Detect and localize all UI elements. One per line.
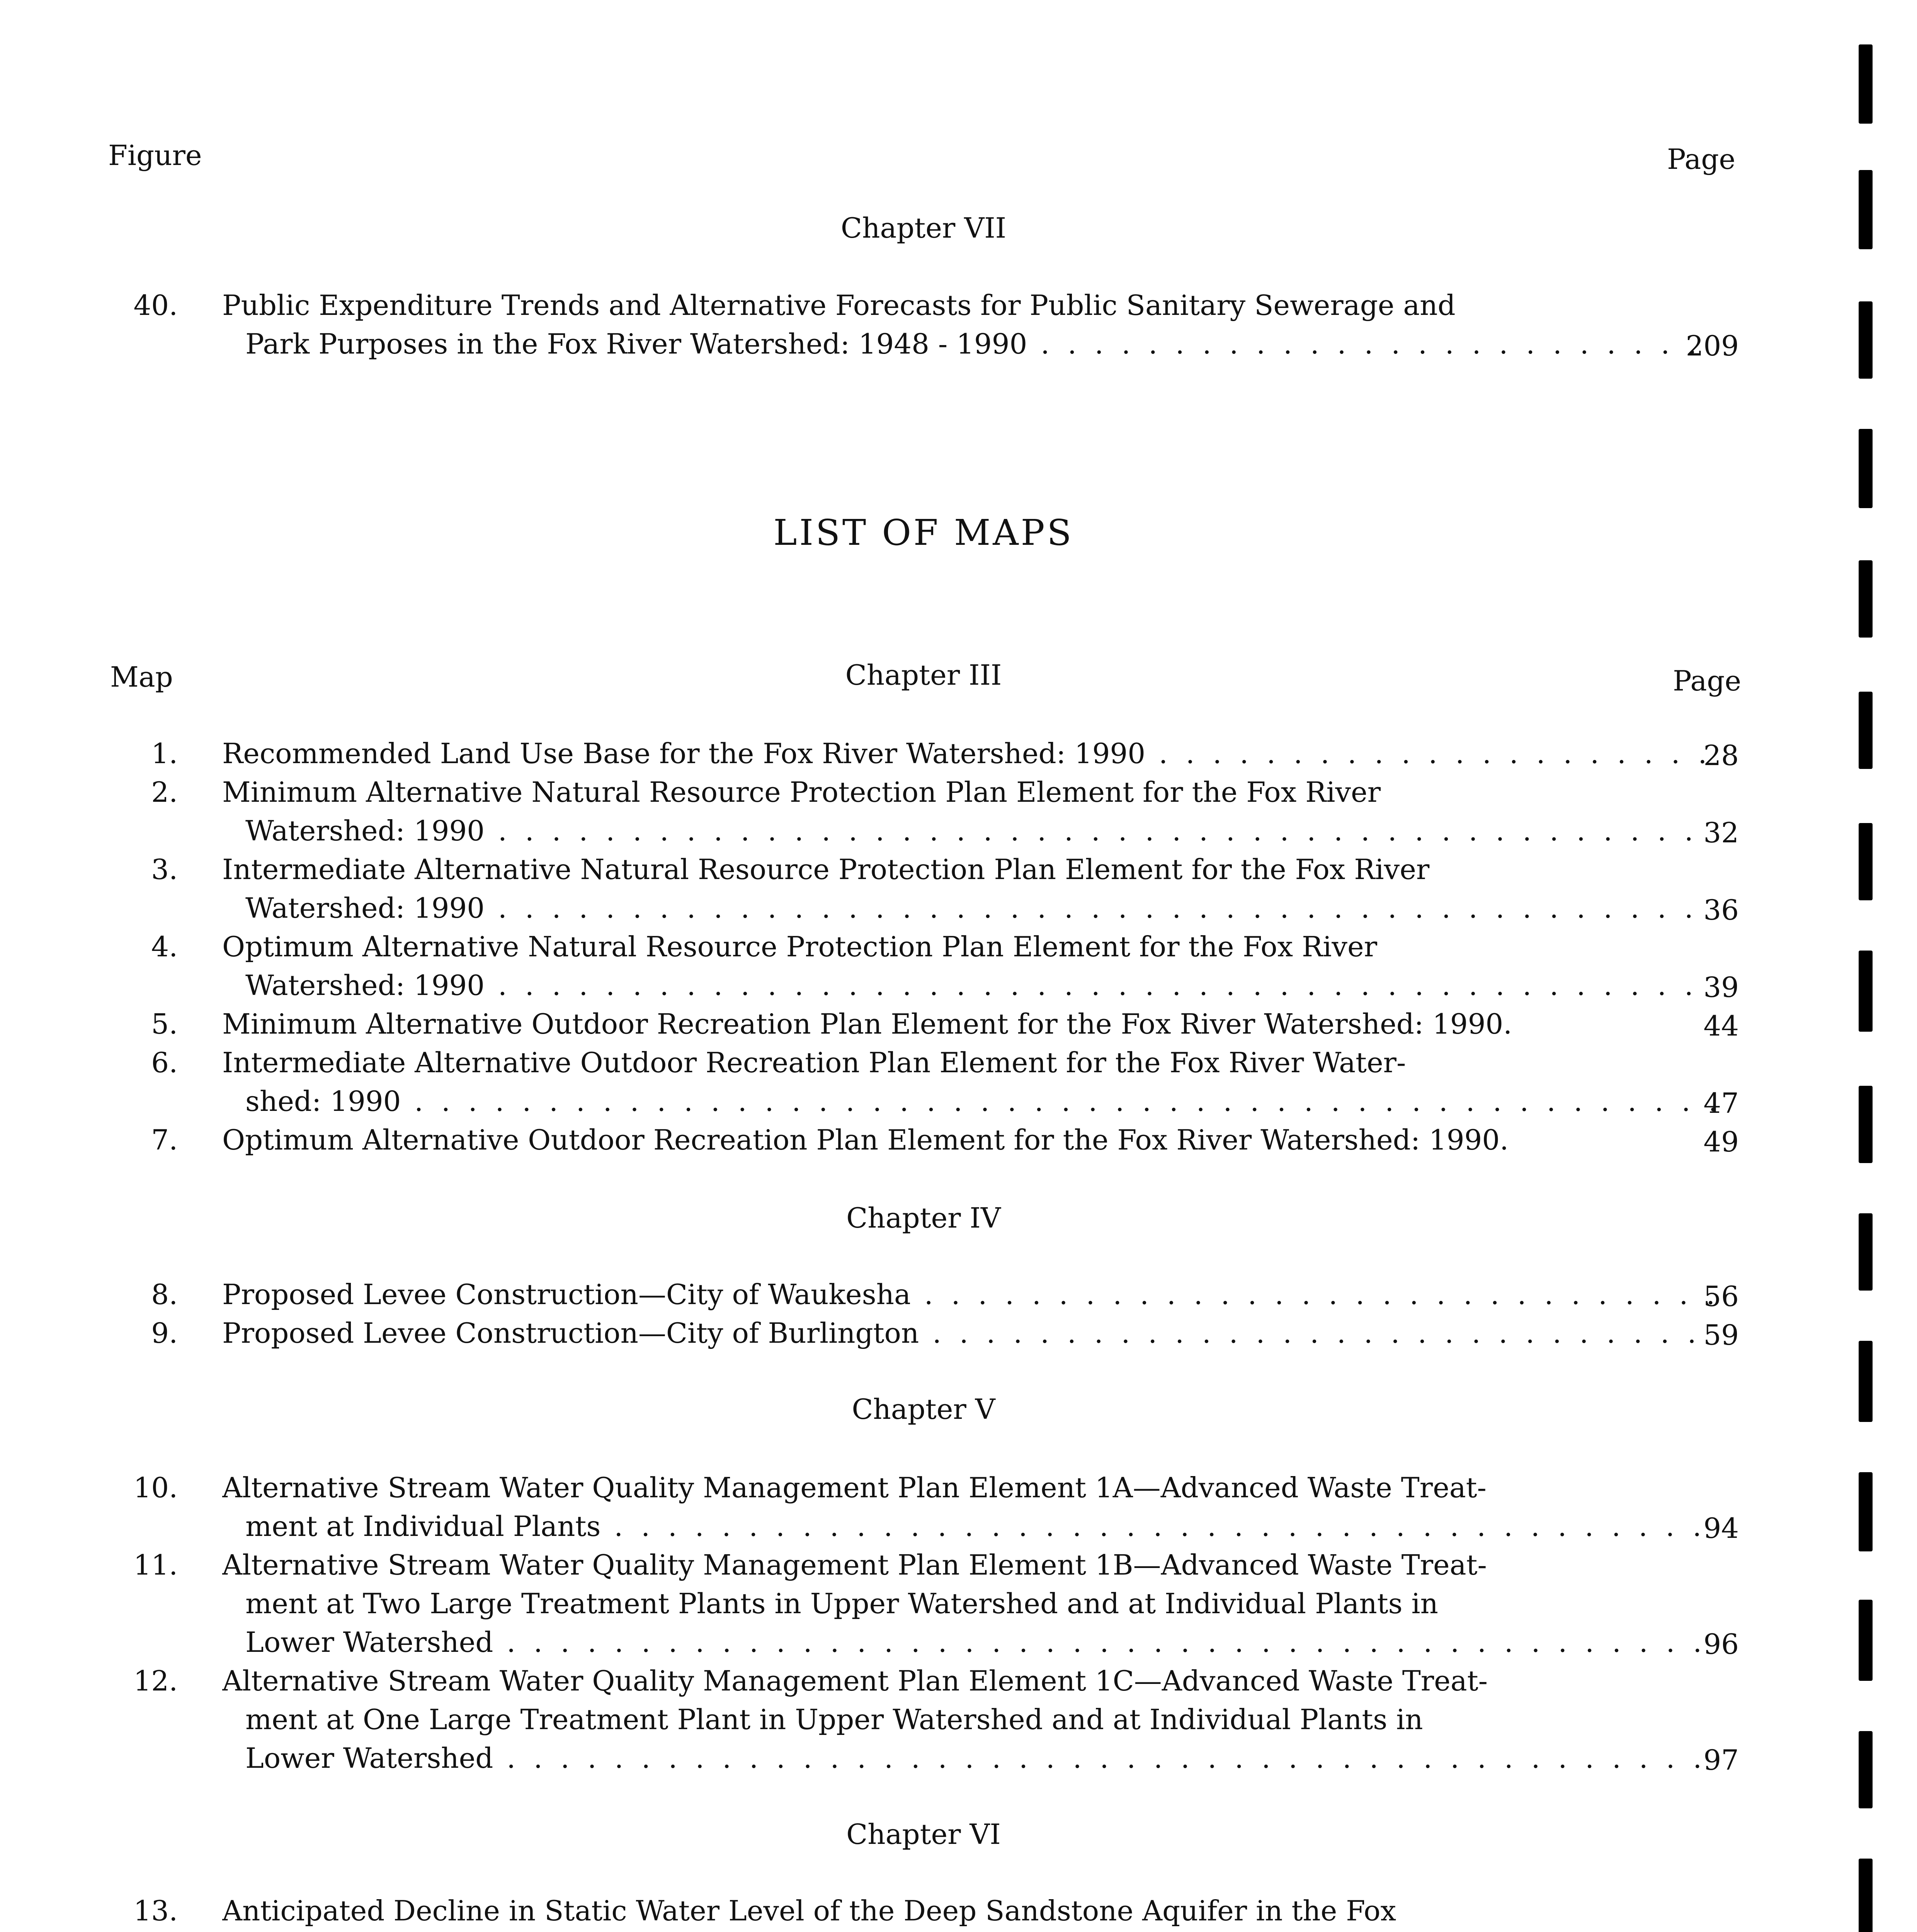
entry-page-number: 47 xyxy=(1703,1087,1739,1119)
binding-mark xyxy=(1859,1086,1873,1163)
entry-title-line: Watershed: 1990 . . . xyxy=(245,889,1714,927)
entry-title-line: Intermediate Alternative Outdoor Recreation Plan Element for the Fox River Water- xyxy=(222,1046,1406,1079)
entry-title-line: Anticipated Decline in Static Water Level of the Deep Sandstone Aquifer in the Fox xyxy=(222,1895,1397,1927)
entry-number: 7. xyxy=(151,1124,178,1156)
map-column-header: Map xyxy=(110,661,173,693)
entry-number: 9. xyxy=(151,1317,178,1349)
binding-mark xyxy=(1859,823,1873,900)
binding-mark xyxy=(1859,1600,1873,1681)
entry-title-line: Optimum Alternative Natural Resource Protection Plan Element for the Fox River xyxy=(222,930,1377,963)
entry-title-line: Optimum Alternative Outdoor Recreation Plan Element for the Fox River Watershed: 1990. xyxy=(222,1124,1509,1156)
entry-title-line: Proposed Levee Construction—City of Waukesha . . . xyxy=(222,1275,1714,1314)
entry-title-line: ment at One Large Treatment Plant in Upper Watershed and at Individual Plants in xyxy=(245,1703,1423,1736)
binding-mark xyxy=(1859,560,1873,638)
entry-number: 12. xyxy=(133,1665,178,1697)
page-column-header: Page xyxy=(1673,665,1741,697)
entry-page-number: 59 xyxy=(1703,1319,1739,1351)
binding-mark xyxy=(1859,1213,1873,1291)
entry-title-line: Lower Watershed . . . xyxy=(245,1739,1714,1777)
entry-number: 8. xyxy=(151,1278,178,1311)
chapter-heading-iii: Chapter III xyxy=(845,659,1002,691)
chapter-heading-iv: Chapter IV xyxy=(846,1202,1001,1234)
entry-page-number: 39 xyxy=(1703,971,1739,1003)
entry-title-line: Public Expenditure Trends and Alternative Forecasts for Public Sanitary Sewerage and xyxy=(222,289,1456,321)
binding-mark xyxy=(1859,1859,1873,1932)
chapter-heading-vii: Chapter VII xyxy=(840,212,1007,244)
entry-number: 5. xyxy=(151,1008,178,1040)
entry-title-line xyxy=(245,1930,1714,1932)
binding-mark xyxy=(1859,1472,1873,1551)
entry-title-line: ment at Two Large Treatment Plants in Upper Watershed and at Individual Plants in xyxy=(245,1587,1438,1620)
entry-title-line: shed: 1990 . . . xyxy=(245,1082,1714,1121)
entry-page-number: 96 xyxy=(1703,1628,1739,1660)
entry-title-line: Lower Watershed . . . xyxy=(245,1623,1714,1662)
entry-page-number: 36 xyxy=(1703,894,1739,926)
entry-number: 1. xyxy=(151,737,178,770)
entry-title-line: Alternative Stream Water Quality Management Plan Element 1C—Advanced Waste Treat- xyxy=(222,1665,1488,1697)
entry-title-line: Proposed Levee Construction—City of Burlington . . . xyxy=(222,1314,1714,1352)
entry-title-line: Watershed: 1990 . . . xyxy=(245,811,1714,850)
binding-mark xyxy=(1859,692,1873,769)
binding-mark xyxy=(1859,170,1873,249)
entry-title-line: ment at Individual Plants . . . xyxy=(245,1507,1714,1546)
entry-number: 2. xyxy=(151,776,178,808)
entry-number: 6. xyxy=(151,1046,178,1079)
entry-title-line: Park Purposes in the Fox River Watershed: 1948 - 1990 . . . xyxy=(245,325,1714,363)
binding-mark xyxy=(1859,44,1873,124)
entry-number: 3. xyxy=(151,853,178,886)
entry-title-line: Alternative Stream Water Quality Management Plan Element 1B—Advanced Waste Treat- xyxy=(222,1549,1487,1581)
binding-mark xyxy=(1859,1731,1873,1808)
entry-page-number: 56 xyxy=(1703,1280,1739,1313)
entry-title-line: Minimum Alternative Natural Resource Protection Plan Element for the Fox River xyxy=(222,776,1381,808)
entry-page-number: 209 xyxy=(1686,330,1739,362)
entry-number: 13. xyxy=(133,1895,178,1927)
entry-title-line: Watershed: 1990 . . . xyxy=(245,966,1714,1005)
chapter-heading-v: Chapter V xyxy=(852,1393,995,1425)
binding-mark xyxy=(1859,429,1873,508)
entry-title-line: Intermediate Alternative Natural Resource Protection Plan Element for the Fox River xyxy=(222,853,1430,886)
entry-page-number: 97 xyxy=(1703,1744,1739,1776)
page-column-header: Page xyxy=(1667,143,1735,175)
entry-title-line: Minimum Alternative Outdoor Recreation Plan Element for the Fox River Watershed: 1990. xyxy=(222,1008,1512,1040)
entry-page-number: 49 xyxy=(1703,1126,1739,1158)
entry-page-number: 28 xyxy=(1703,739,1739,772)
entry-number: 40. xyxy=(133,289,178,321)
entry-title-line: Recommended Land Use Base for the Fox River Watershed: 1990 . . . xyxy=(222,734,1714,773)
entry-page-number: 32 xyxy=(1703,816,1739,849)
binding-mark xyxy=(1859,301,1873,379)
entry-number: 11. xyxy=(133,1549,178,1581)
entry-page-number: 94 xyxy=(1703,1512,1739,1544)
entry-page-number: 44 xyxy=(1703,1010,1739,1042)
figure-column-header: Figure xyxy=(108,139,202,172)
binding-mark xyxy=(1859,1341,1873,1422)
binding-mark xyxy=(1859,951,1873,1032)
entry-number: 10. xyxy=(133,1471,178,1504)
list-of-maps-title: LIST OF MAPS xyxy=(773,512,1074,553)
entry-number: 4. xyxy=(151,930,178,963)
chapter-heading-vi: Chapter VI xyxy=(846,1818,1001,1850)
entry-title-line: Alternative Stream Water Quality Management Plan Element 1A—Advanced Waste Treat- xyxy=(222,1471,1487,1504)
